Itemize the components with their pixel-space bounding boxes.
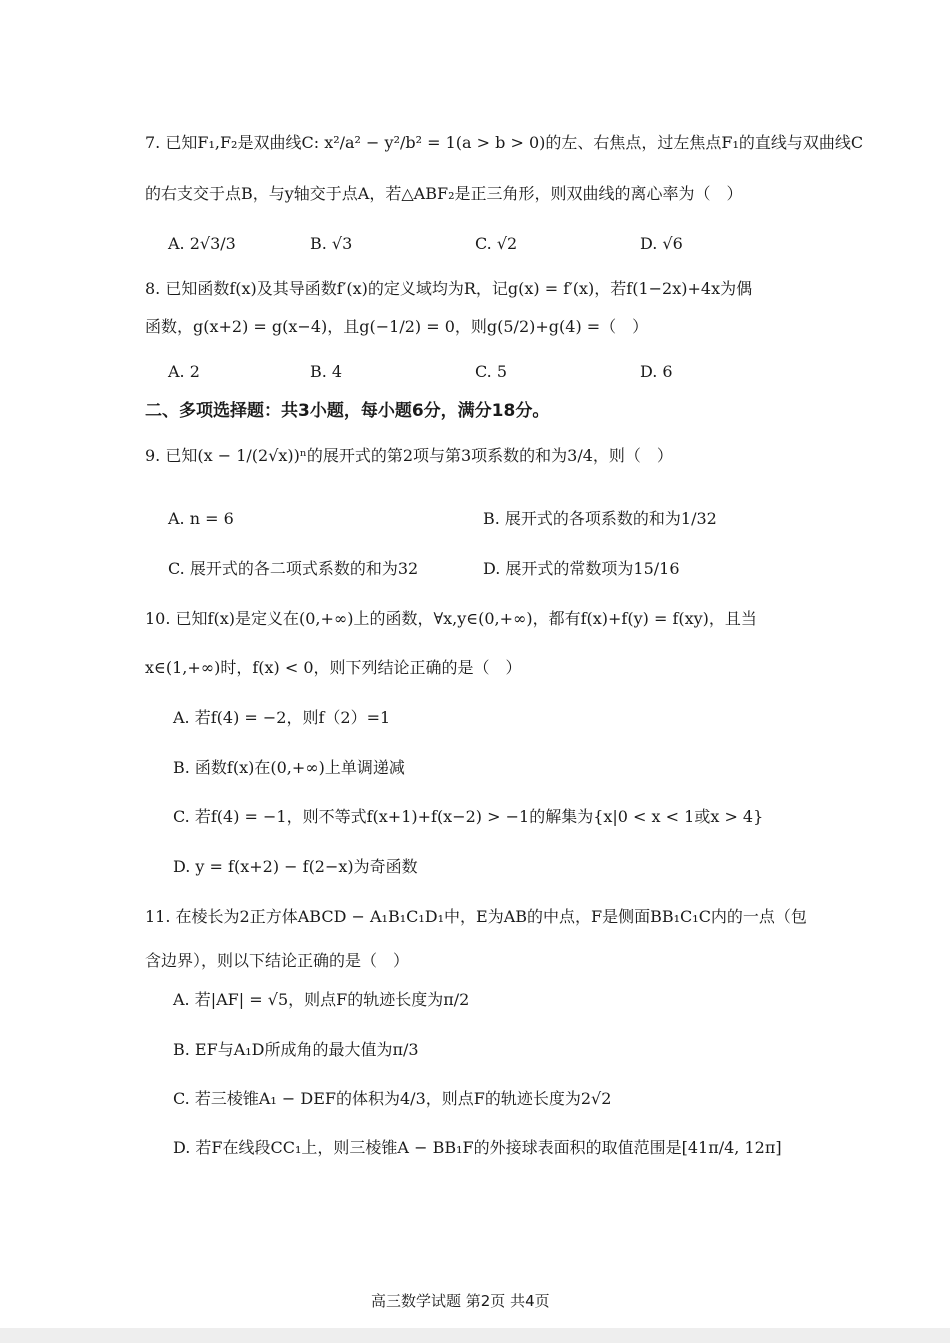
q8-stem-line2: 函数，g(x+2) = g(x−4)，且g(−1/2) = 0，则g(5/2)+g(4) =（ ） xyxy=(145,317,649,336)
q10-option-b: B. 函数f(x)在(0,+∞)上单调递减 xyxy=(173,758,405,777)
q7-option-d: D. √6 xyxy=(640,234,683,253)
q8-option-c: C. 5 xyxy=(475,362,508,381)
q11-option-a: A. 若|AF| = √5，则点F的轨迹长度为π/2 xyxy=(173,990,470,1009)
scan-bottom-edge xyxy=(0,1328,950,1343)
q11-option-d: D. 若F在线段CC₁上，则三棱锥A − BB₁F的外接球表面积的取值范围是[41π/4, 12π] xyxy=(173,1138,782,1157)
q9-option-a: A. n = 6 xyxy=(168,509,234,528)
q11-option-b: B. EF与A₁D所成角的最大值为π/3 xyxy=(173,1040,419,1059)
q11-stem-line2: 含边界），则以下结论正确的是（ ） xyxy=(145,951,410,970)
q9-option-d: D. 展开式的常数项为15/16 xyxy=(483,559,680,578)
section-heading-multiple-choice: 二、多项选择题：共3小题，每小题6分，满分18分。 xyxy=(145,401,550,421)
q9-option-c: C. 展开式的各二项式系数的和为32 xyxy=(168,559,419,578)
q10-option-c: C. 若f(4) = −1，则不等式f(x+1)+f(x−2) > −1的解集为{x|0 < x < 1或x > 4} xyxy=(173,807,764,826)
q8-option-b: B. 4 xyxy=(310,362,343,381)
q7-stem-line1: 7. 已知F₁,F₂是双曲线C: x²/a² − y²/b² = 1(a > b > 0)的左、右焦点，过左焦点F₁的直线与双曲线C xyxy=(145,133,864,152)
q10-stem-line1: 10. 已知f(x)是定义在(0,+∞)上的函数，∀x,y∈(0,+∞)，都有f(x)+f(y) = f(xy)，且当 xyxy=(145,609,757,628)
q7-option-b: B. √3 xyxy=(310,234,353,253)
q9-stem-line1: 9. 已知(x − 1/(2√x))ⁿ的展开式的第2项与第3项系数的和为3/4，则（ ） xyxy=(145,446,673,465)
q7-stem-line2: 的右支交于点B，与y轴交于点A，若△ABF₂是正三角形，则双曲线的离心率为（ ） xyxy=(145,184,743,203)
q11-option-c: C. 若三棱锥A₁ − DEF的体积为4/3，则点F的轨迹长度为2√2 xyxy=(173,1089,612,1108)
q8-option-d: D. 6 xyxy=(640,362,673,381)
q11-stem-line1: 11. 在棱长为2正方体ABCD − A₁B₁C₁D₁中，E为AB的中点，F是侧面BB₁C₁C内的一点（包 xyxy=(145,907,807,926)
q7-option-c: C. √2 xyxy=(475,234,518,253)
q10-option-d: D. y = f(x+2) − f(2−x)为奇函数 xyxy=(173,857,418,876)
q9-option-b: B. 展开式的各项系数的和为1/32 xyxy=(483,509,717,528)
page-footer: 高三数学试题 第2页 共4页 xyxy=(371,1292,550,1310)
q10-stem-line2: x∈(1,+∞)时，f(x) < 0，则下列结论正确的是（ ） xyxy=(145,658,522,677)
q8-option-a: A. 2 xyxy=(168,362,200,381)
q7-option-a: A. 2√3/3 xyxy=(168,234,236,253)
q10-option-a: A. 若f(4) = −2，则f（2）=1 xyxy=(173,708,391,727)
q8-stem-line1: 8. 已知函数f(x)及其导函数f′(x)的定义域均为R，记g(x) = f′(x)，若f(1−2x)+4x为偶 xyxy=(145,279,753,298)
